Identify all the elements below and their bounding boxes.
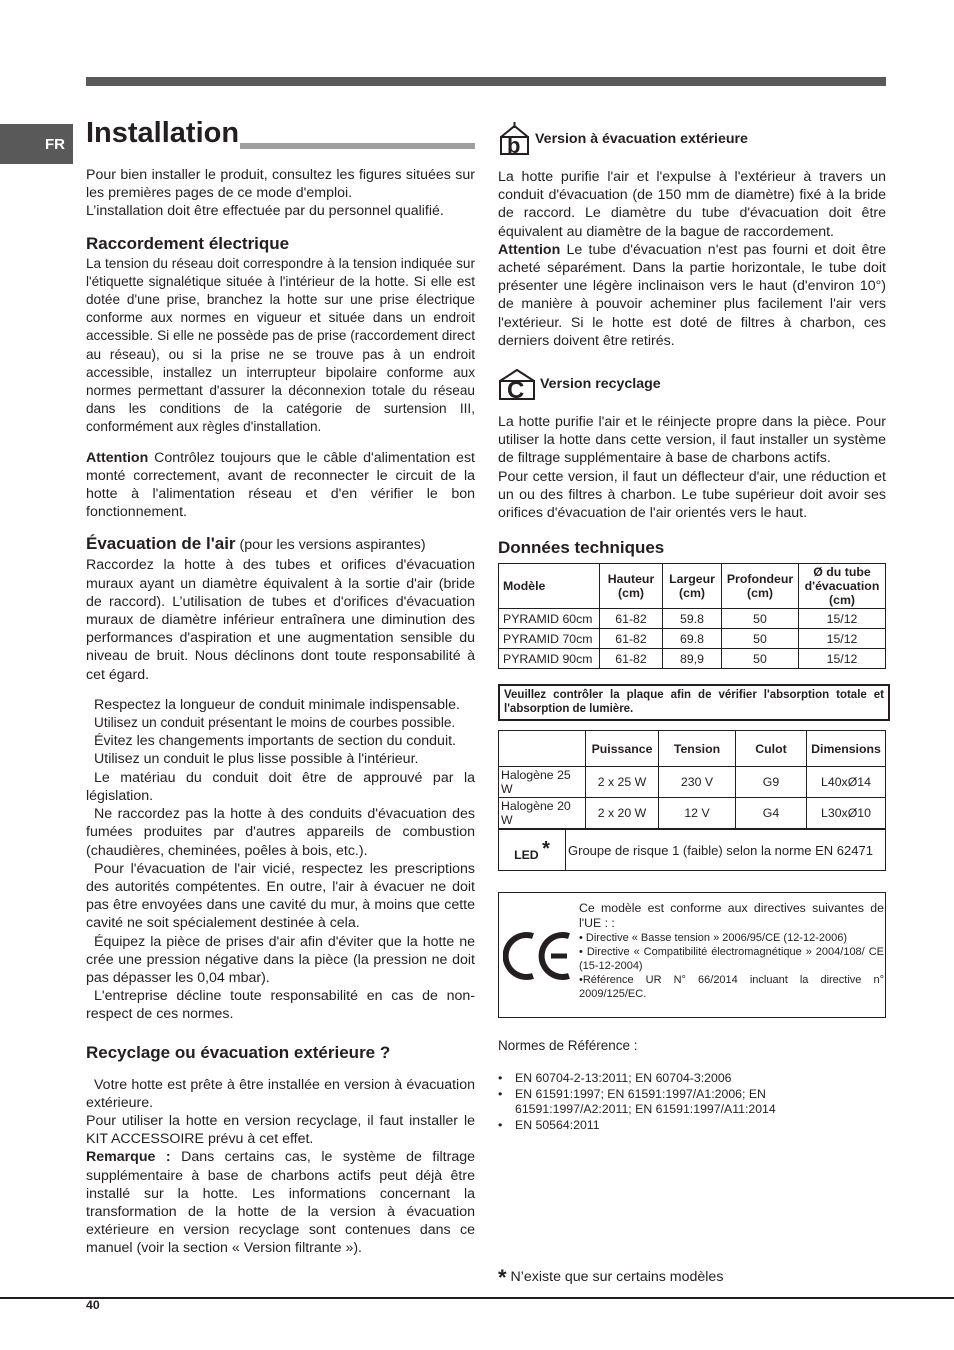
version-rec-p1: La hotte purifie l'air et le réinjecte propre dans la pièce. Pour utiliser la hotte dans cette version, il faut installer un système de filtrage supplémentaire à base de charbons actifs. <box>498 414 886 467</box>
table-cell: 69.8 <box>663 629 722 649</box>
table-header-cell: Tension <box>659 731 736 767</box>
table-header-row <box>499 731 886 767</box>
section-heading-evacuation <box>86 533 475 556</box>
table-cell: 59.8 <box>663 609 722 629</box>
intro-qualified: L’installation doit être effectuée par du personnel qualifié. <box>86 203 444 220</box>
remarque-text: Dans certains cas, le système de filtrage supplémentaire à base de charbons actifs peut déjà être installé sur la hotte. Les informations concernant la transformation de la hotte de la version à évacuation extérieure en version recyclage sont contenues dans ce manuel (voir la section « Version filtrante »). <box>86 1149 475 1257</box>
table-header-cell: Ø du tube d'évacuation (cm) <box>799 564 886 609</box>
ce-directive: • Directive « Basse tension » 2006/95/CE (12-12-2006) <box>579 931 848 944</box>
intro-paragraph: Pour bien installer le produit, consultez les figures situées sur les premières pages de ce mode d'emploi. <box>86 167 475 202</box>
title-underline <box>240 143 475 149</box>
evacuation-item: Respectez la longueur de conduit minimale indispensable. <box>94 696 460 713</box>
language-tab <box>0 124 73 164</box>
norms-list <box>498 1071 886 1133</box>
ce-text <box>579 901 884 1001</box>
table-cell: 15/12 <box>799 649 886 669</box>
table-cell: Halogène 20 W <box>499 798 586 829</box>
led-label: LED <box>514 848 539 862</box>
ce-directive: • Directive « Compatibilité électromagnétique » 2004/108/ CE (15-12-2004) <box>579 945 884 972</box>
recirculation-icon <box>498 368 536 400</box>
evacuation-item: Utilisez un conduit le plus lisse possible à l'intérieur. <box>94 751 419 768</box>
version-rec-body <box>498 413 886 522</box>
version-ext-label: Version à évacuation extérieure <box>535 131 748 147</box>
attention-label: Attention <box>86 449 149 466</box>
led-table <box>498 829 886 871</box>
table-header-cell: Puissance <box>586 731 659 767</box>
table-cell: 89,9 <box>663 649 722 669</box>
table-cell: 15/12 <box>799 609 886 629</box>
table-cell: L30xØ10 <box>807 798 886 829</box>
tech-data-table <box>498 563 886 669</box>
table-cell: 15/12 <box>799 629 886 649</box>
ce-intro: Ce modèle est conforme aux directives suivantes de l'UE : : <box>579 901 884 930</box>
top-rule <box>86 77 886 86</box>
table-header-cell: Dimensions <box>807 731 886 767</box>
list-item: • EN 50564:2011 <box>515 1118 886 1134</box>
list-item: • EN 60704-2-13:2011; EN 60704-3:2006 <box>515 1071 886 1087</box>
table-cell: 61-82 <box>600 609 663 629</box>
recyclage-p1: Votre hotte est prête à être installée en version à évacuation extérieure. <box>86 1076 475 1111</box>
table-row <box>499 629 886 649</box>
bottom-rule <box>0 1297 954 1299</box>
table-cell: 2 x 25 W <box>586 767 659 798</box>
led-label-cell <box>499 830 566 871</box>
table-header-row <box>499 564 886 609</box>
raccordement-attention <box>86 449 475 522</box>
page-title: Installation <box>86 117 240 149</box>
table-cell: PYRAMID 90cm <box>499 649 600 669</box>
recyclage-p2: Pour utiliser la hotte en version recyclage, il faut installer le KIT ACCESSOIRE prévu à cet effet. <box>86 1112 475 1148</box>
table-cell: 230 V <box>659 767 736 798</box>
check-plate-notice: Veuillez contrôler la plaque afin de vérifier l'absorption totale et l'absorption de lumière. <box>498 684 890 721</box>
evacuation-item: Équipez la pièce de prises d'air afin d'éviter que la hotte ne crée une pression négative dans la pièce (la pression ne doit pas dépasser les 0,04 mbar). <box>86 933 475 986</box>
version-ext-attention <box>498 241 886 350</box>
table-row <box>499 798 886 829</box>
attention-text: Le tube d'évacuation n'est pas fourni et doit être acheté séparément. Dans la partie horizontale, le tube doit présenter une légère inclinaison vers le haut (d'environ 10°) de manière à pouvoir acheminer plus facilement l'air vers l'extérieur. Si le hotte est doté de filtres à charbon, ces derniers doivent être retirés. <box>498 241 886 349</box>
evacuation-item: Pour l'évacuation de l'air vicié, respectez les prescriptions des autorités compétentes. En outre, l'air à évacuer ne doit pas être envoyées dans une cavité du mur, à moins que cette cavité ne soit spécialement destinée à cela. <box>86 860 475 932</box>
table-cell: 50 <box>722 609 799 629</box>
evacuation-item: L'entreprise décline toute responsabilité en cas de non-respect de ces normes. <box>86 988 475 1023</box>
evacuation-heading-text: Évacuation de l'air <box>86 534 236 554</box>
table-cell: 50 <box>722 629 799 649</box>
evacuation-item: Ne raccordez pas la hotte à des conduits d'évacuation des fumées produites par d'autres appareils de combustion (chaudières, cheminées, poêles à bois, etc.). <box>86 806 475 859</box>
lamp-table <box>498 730 886 829</box>
evacuation-item: Utilisez un conduit présentant le moins de courbes possible. <box>94 715 456 731</box>
evacuation-heading-note: (pour les versions aspirantes) <box>235 537 426 554</box>
left-column <box>86 166 475 1258</box>
svg-text:C: C <box>507 377 525 400</box>
attention-label: Attention <box>498 241 561 258</box>
remarque-label: Remarque : <box>86 1149 171 1166</box>
raccordement-text: La tension du réseau doit correspondre à la tension indiquée sur l'étiquette signalétique située à l'intérieur de la hotte. Si elle est dotée d'une prise, branchez la hotte sur une prise électrique conforme aux normes en vigueur et située dans un endroit accessible. Si elle ne possède pas de prise (raccordement direct au réseau), ou si la prise ne se trouve pas à un endroit accessible, installez un interrupteur bipolaire conforme aux normes permettant d'assurer la déconnexion totale du réseau dans les conditions de la catégorie de surtension III, conformément aux règles d'installation. <box>86 255 475 435</box>
section-heading-recyclage: Recyclage ou évacuation extérieure ? <box>86 1042 391 1062</box>
table-row <box>499 609 886 629</box>
version-rec-p2: Pour cette version, il faut un déflecteur d'air, une réduction et un ou des filtres à charbon. Le tube supérieur doit avoir ses orifices d'évacuation de l'air orientés vers le haut. <box>498 468 886 522</box>
reference-norms <box>498 1038 886 1133</box>
ce-directive: •Référence UR N° 66/2014 incluant la directive n° 2009/125/EC. <box>579 973 884 1000</box>
section-heading-donnees: Données techniques <box>498 538 665 557</box>
table-cell: 2 x 20 W <box>586 798 659 829</box>
table-row <box>499 767 886 798</box>
table-cell: G9 <box>736 767 807 798</box>
recyclage-remarque <box>86 1148 475 1257</box>
table-header-cell: Profondeur (cm) <box>722 564 799 609</box>
page-number: 40 <box>86 1298 100 1312</box>
evacuation-text: Raccordez la hotte à des tubes et orifices d'évacuation muraux ayant un diamètre équivalent à la sortie d'air (bride de raccord). L’utilisation de tubes et d'orifices d'évacuation muraux de diamètre inférieur entraînera une diminution des performances d'aspiration et une augmentation sensible du niveau de bruit. Nous déclinons dont toute responsabilité à cet égard. <box>86 557 475 683</box>
version-ext-text: La hotte purifie l'air et l'expulse à l'extérieur à travers un conduit d'évacuation (de 150 mm de diamètre) fixé à la bride de raccord. Le diamètre du tube d'évacuation doit être équivalent au diamètre de la bague de raccordement. <box>498 169 886 240</box>
ce-conformity-box <box>498 892 886 1018</box>
table-cell: L40xØ14 <box>807 767 886 798</box>
table-cell: 61-82 <box>600 629 663 649</box>
table-row <box>499 830 886 871</box>
evacuation-item: Le matériau du conduit doit être de approuvé par la législation. <box>86 769 475 804</box>
norms-title: Normes de Référence : <box>498 1038 638 1053</box>
table-header-cell: Culot <box>736 731 807 767</box>
table-cell: PYRAMID 70cm <box>499 629 600 649</box>
evacuation-item: Évitez les changements importants de section du conduit. <box>94 733 456 750</box>
table-cell: G4 <box>736 798 807 829</box>
table-cell: 12 V <box>659 798 736 829</box>
version-rec-label: Version recyclage <box>540 376 661 392</box>
table-header-cell: Largeur (cm) <box>663 564 722 609</box>
led-star: * <box>542 838 550 860</box>
table-cell: 61-82 <box>600 649 663 669</box>
table-header-cell <box>499 731 586 767</box>
table-row <box>499 649 886 669</box>
table-header-cell: Modèle <box>499 564 600 609</box>
attention-text: Contrôlez toujours que le câble d'alimentation est monté correctement, avant de reconnecter le circuit de la hotte à l'alimentation réseau et d'en vérifier le bon fonctionnement. <box>86 449 475 521</box>
table-cell: PYRAMID 60cm <box>499 609 600 629</box>
footnote-star: * <box>498 1265 507 1290</box>
language-label: FR <box>45 135 65 153</box>
table-header-cell: Hauteur (cm) <box>600 564 663 609</box>
svg-text:b: b <box>507 133 521 156</box>
table-cell: 50 <box>722 649 799 669</box>
footnote-text: N’existe que sur certains modèles <box>506 1269 724 1285</box>
version-ext-header <box>498 122 748 156</box>
version-rec-header <box>498 368 661 400</box>
led-risk-cell: Groupe de risque 1 (faible) selon la norme EN 62471 <box>566 830 886 871</box>
ce-mark-icon <box>503 930 575 982</box>
external-vent-icon <box>498 122 531 156</box>
table-cell: Halogène 25 W <box>499 767 586 798</box>
footnote <box>498 1265 723 1291</box>
version-ext-body <box>498 168 886 350</box>
section-heading-raccordement: Raccordement électrique <box>86 233 290 253</box>
list-item: • EN 61591:1997; EN 61591:1997/A1:2006; EN 61591:1997/A2:2011; EN 61591:1997/A11:2014 <box>515 1087 886 1118</box>
